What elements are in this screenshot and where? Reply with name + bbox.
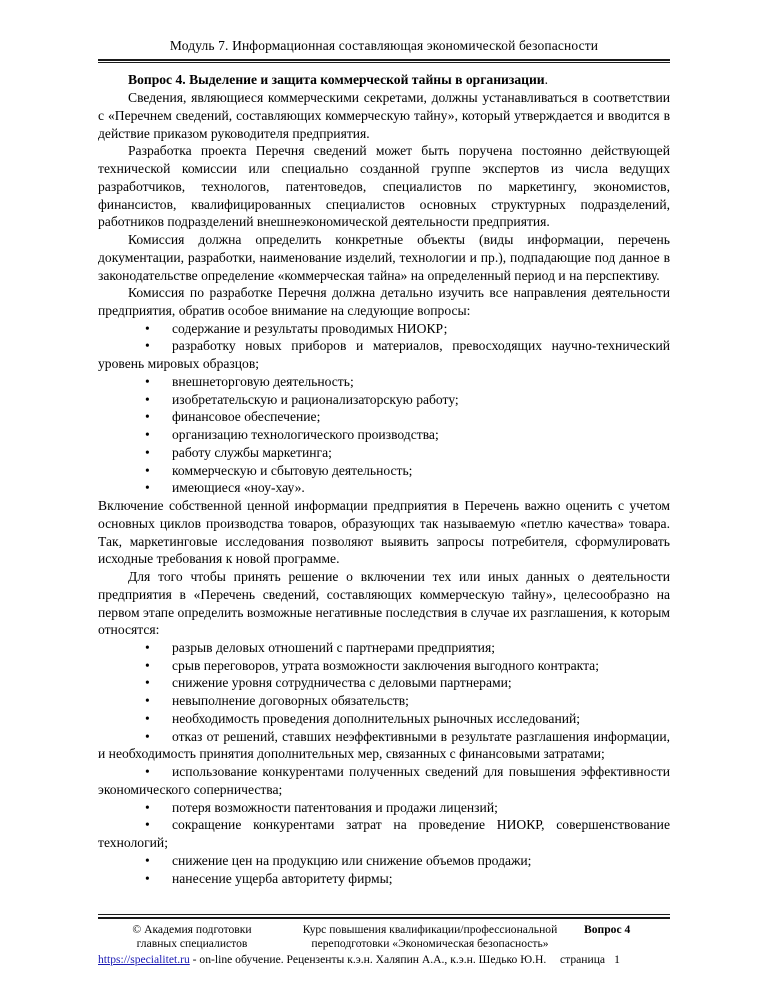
paragraph-2: Разработка проекта Перечня сведений может быть поручена постоянно действующей технической комиссии или специально созданной группе экспертов из числа ведущих разработчиков, технологов, патентоведов, специалистов по маркетингу, экономистов, финансистов, квалифицированных специалистов основных структурных подразделений, работников подразделений внешнеэкономической деятельности предприятия. [98, 143, 670, 230]
list-item [98, 444, 670, 462]
bullet-icon: • [145, 391, 150, 407]
list-item [98, 692, 670, 710]
footer-org-line-1: © Академия подготовки [132, 922, 252, 936]
list-item-label: невыполнение договорных обязательств; [172, 693, 409, 709]
list-item-label: коммерческую и сбытовую деятельность; [172, 462, 413, 478]
list-item [98, 674, 670, 692]
bullet-icon: • [145, 427, 150, 443]
bullet-icon: • [145, 338, 150, 354]
list-item [98, 657, 670, 675]
list-item [98, 462, 670, 480]
footer-divider [98, 914, 670, 919]
list-item [98, 728, 670, 763]
footer-course-info [286, 923, 574, 953]
list-item [98, 799, 670, 817]
footer-course-line-2: переподготовки «Экономическая безопасность» [311, 937, 549, 951]
footer-course-line-1: Курс повышения квалификации/профессиональной [302, 922, 558, 936]
page-label: страница [560, 953, 606, 967]
bullet-icon: • [145, 817, 150, 833]
list-item [98, 408, 670, 426]
list-item-label: изобретательскую и рационализаторскую работу; [172, 391, 459, 407]
footer-organization [98, 923, 286, 953]
list-item-label: снижение уровня сотрудничества с деловыми партнерами; [172, 675, 512, 691]
footer-org-line-2: главных специалистов [136, 937, 248, 951]
bullet-icon: • [145, 693, 150, 709]
paragraph-before-second-list: Для того чтобы принять решение о включении тех или иных данных о деятельности предприятия в «Перечень сведений, составляющих коммерческую тайну», целесообразно на первом этапе определить возможные негативные последствия в случае их разглашения, к которым относятся: [98, 569, 670, 638]
list-item-label: отказ от решений, ставших неэффективными в результате разглашения информации, и необходимость принятия дополнительных мер, связанных с финансовыми затратами; [98, 728, 670, 762]
paragraph-4: Комиссия по разработке Перечня должна детально изучить все направления деятельности предприятия, обратив особое внимание на следующие вопросы: [98, 285, 670, 319]
list-item [98, 426, 670, 444]
list-item [98, 870, 670, 888]
footer-page-indicator [550, 953, 670, 968]
bullet-icon: • [145, 710, 150, 726]
footer-top-row [98, 923, 670, 953]
bullet-icon: • [145, 444, 150, 460]
bullet-icon: • [145, 870, 150, 886]
list-item-label: разработку новых приборов и материалов, превосходящих научно-технический уровень мировых образцов; [98, 338, 670, 372]
footer-credits [98, 953, 550, 968]
question-heading-paragraph [98, 71, 670, 89]
bullet-icon: • [145, 675, 150, 691]
list-item-label: содержание и результаты проводимых НИОКР; [172, 320, 448, 336]
list-item [98, 763, 670, 798]
bullet-icon: • [145, 764, 150, 780]
header-divider [98, 59, 670, 64]
list-item-label: снижение цен на продукцию или снижение объемов продажи; [172, 852, 532, 868]
bullet-icon: • [145, 480, 150, 496]
bullet-icon: • [145, 462, 150, 478]
bullet-list-questions [98, 320, 670, 497]
bullet-icon: • [145, 852, 150, 868]
bullet-icon: • [145, 409, 150, 425]
header-title: Модуль 7. Информационная составляющая экономической безопасности [169, 38, 599, 53]
list-item [98, 337, 670, 372]
paragraph-after-first-list: Включение собственной ценной информации предприятия в Перечень важно оценить с учетом основных циклов производства товаров, образующих так называемую «петлю качества» товара. Так, маркетинговые исследования позволяют выявить запросы потребителя, сформулировать исходные требования к новой программе. [98, 498, 670, 567]
bullet-icon: • [145, 639, 150, 655]
list-item [98, 710, 670, 728]
list-item [98, 320, 670, 338]
footer-question-label: Вопрос 4 [584, 922, 631, 936]
list-item-label: сокращение конкурентами затрат на проведение НИОКР, совершенствование технологий; [98, 817, 670, 851]
paragraph-3: Комиссия должна определить конкретные объекты (виды информации, перечень документации, разработки, наименование изделий, технологии и пр.), подпадающие под данное в законодательстве определение «коммерческая тайна» на определенный период и на перспективу. [98, 232, 670, 283]
list-item-label: нанесение ущерба авторитету фирмы; [172, 870, 393, 886]
list-item-label: срыв переговоров, утрата возможности заключения выгодного контракта; [172, 657, 599, 673]
bullet-icon: • [145, 657, 150, 673]
list-item-label: организацию технологического производства; [172, 427, 439, 443]
page-header [98, 38, 670, 55]
list-item [98, 639, 670, 657]
list-item-label: внешнеторговую деятельность; [172, 373, 354, 389]
list-item-label: разрыв деловых отношений с партнерами предприятия; [172, 639, 495, 655]
footer-website-link[interactable]: https://specialitet.ru [98, 953, 190, 967]
question-title: Вопрос 4. Выделение и защита коммерческой тайны в организации [128, 72, 545, 88]
question-title-punctuation: . [544, 72, 549, 88]
list-item-label: имеющиеся «ноу-хау». [172, 480, 305, 496]
page-number: 1 [614, 953, 620, 967]
list-item [98, 816, 670, 851]
bullet-icon: • [145, 728, 150, 744]
list-item [98, 852, 670, 870]
page-footer [98, 914, 670, 968]
document-body [98, 71, 670, 887]
list-item [98, 391, 670, 409]
footer-reviewers-text: - on-line обучение. Рецензенты к.э.н. Халяпин А.А., к.э.н. Шедько Ю.Н. [189, 953, 547, 967]
list-item [98, 479, 670, 497]
list-item-label: использование конкурентами полученных сведений для повышения эффективности экономического соперничества; [98, 764, 670, 797]
list-item-label: финансовое обеспечение; [172, 409, 321, 425]
list-item-label: необходимость проведения дополнительных рыночных исследований; [172, 710, 581, 726]
list-item-label: потеря возможности патентования и продажи лицензий; [172, 799, 498, 815]
list-item-label: работу службы маркетинга; [172, 444, 332, 460]
list-item [98, 373, 670, 391]
footer-bottom-row [98, 953, 670, 968]
paragraph-1: Сведения, являющиеся коммерческими секретами, должны устанавливаться в соответствии с «Перечнем сведений, составляющих коммерческую тайну», который утверждается и вводится в действие приказом руководителя предприятия. [98, 90, 670, 141]
bullet-icon: • [145, 799, 150, 815]
bullet-icon: • [145, 320, 150, 336]
bullet-list-consequences [98, 639, 670, 887]
bullet-icon: • [145, 373, 150, 389]
